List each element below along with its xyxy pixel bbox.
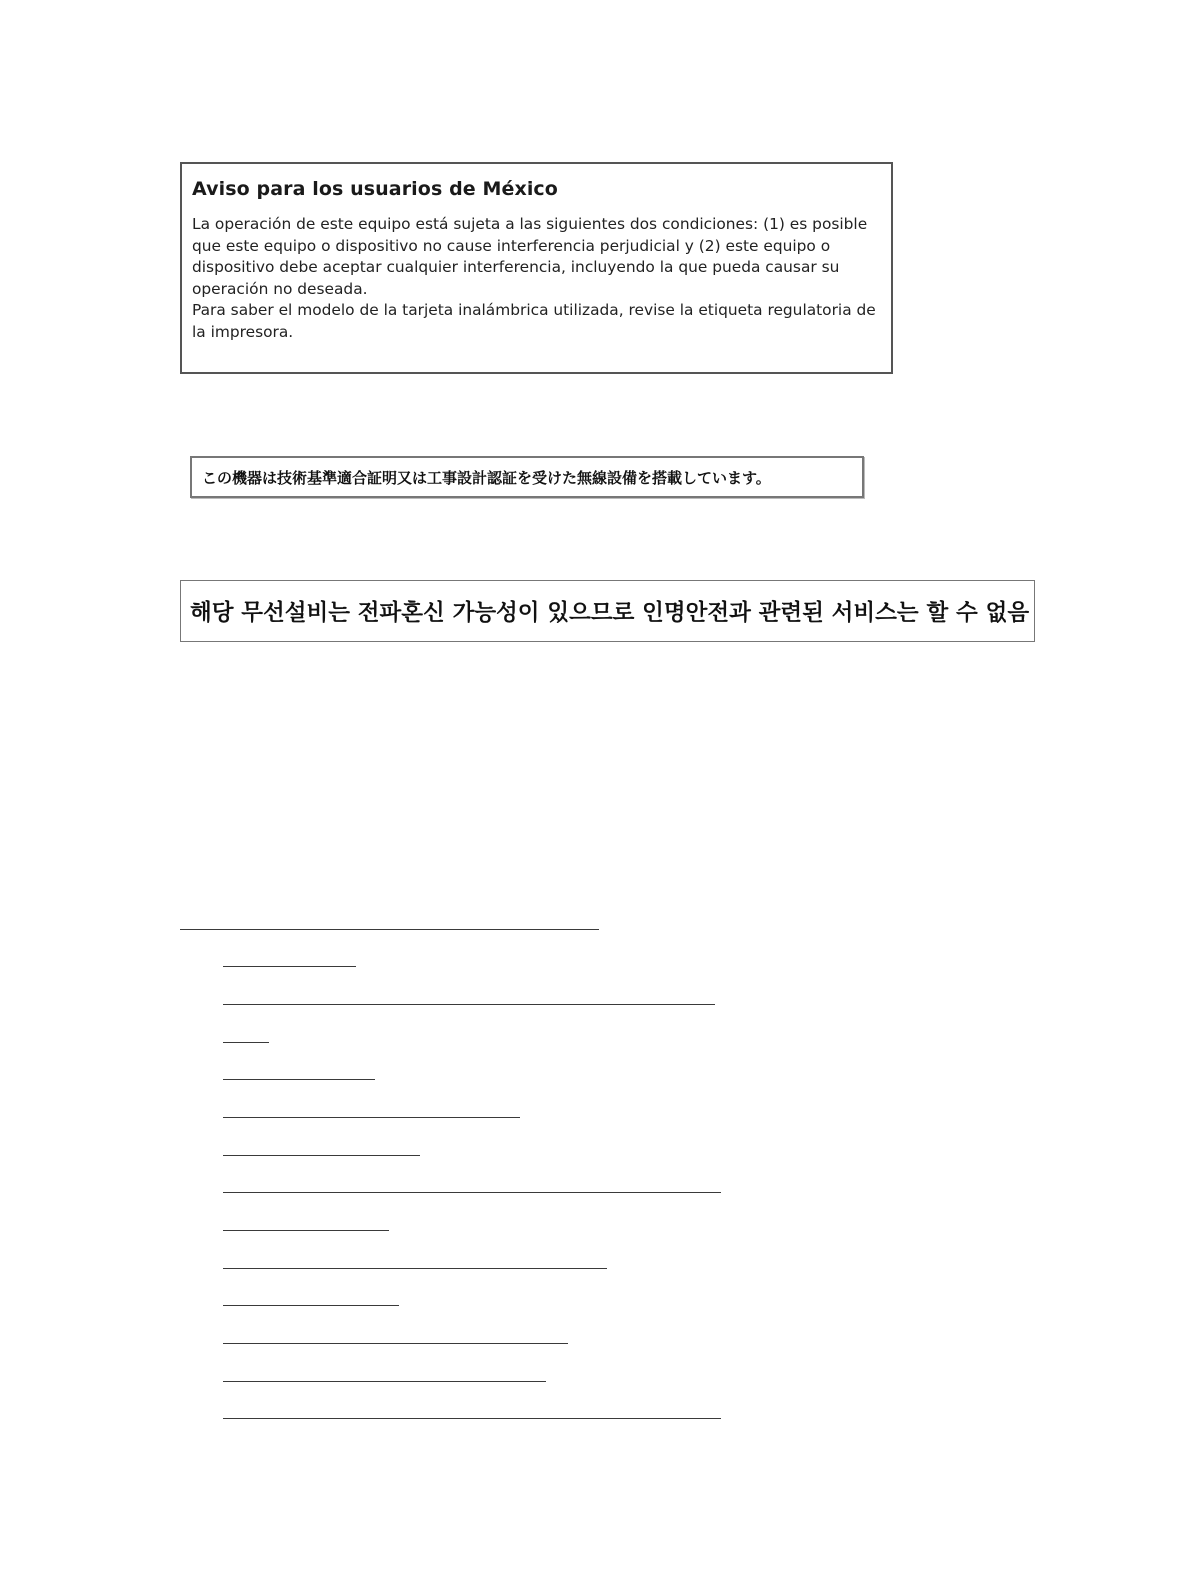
mexico-notice-line: dispositivo debe aceptar cualquier interferencia, incluyendo la que pueda causar su xyxy=(192,258,840,277)
toc-link-underline[interactable] xyxy=(223,1192,721,1193)
toc-link-underline[interactable] xyxy=(223,1155,420,1156)
mexico-notice-line: la impresora. xyxy=(192,322,294,341)
mexico-notice-title: Aviso para los usuarios de México xyxy=(192,178,558,200)
toc-link-underline[interactable] xyxy=(223,1004,715,1005)
mexico-notice-line: que este equipo o dispositivo no cause interferencia perjudicial y (2) este equipo o xyxy=(192,236,831,255)
toc-link-underline[interactable] xyxy=(223,1117,520,1118)
toc-link-underline[interactable] xyxy=(223,1079,375,1080)
mexico-notice-box xyxy=(180,162,893,374)
toc-link-underline[interactable] xyxy=(223,966,356,967)
toc-link-underline[interactable] xyxy=(223,1418,721,1419)
toc-link-underline[interactable] xyxy=(223,1305,399,1306)
mexico-notice-line: Para saber el modelo de la tarjeta inalámbrica utilizada, revise la etiqueta regulatoria de xyxy=(192,301,876,320)
japan-notice-box xyxy=(190,456,864,498)
japan-notice-text: この機器は技術基準適合証明又は工事設計認証を受けた無線設備を搭載しています。 xyxy=(202,468,771,487)
mexico-notice-line: La operación de este equipo está sujeta a las siguientes dos condiciones: (1) es posible xyxy=(192,215,868,233)
korea-notice-text: 해당 무선설비는 전파혼신 가능성이 있으므로 인명안전과 관련된 서비스는 할 수 없음 xyxy=(190,600,1030,626)
toc-heading-underline[interactable] xyxy=(180,929,599,930)
toc-link-underline[interactable] xyxy=(223,1230,389,1231)
toc-link-underline[interactable] xyxy=(223,1042,269,1043)
toc-link-underline[interactable] xyxy=(223,1381,546,1382)
mexico-notice-line: operación no deseada. xyxy=(192,279,368,298)
korea-notice-box xyxy=(180,580,1035,642)
toc-link-underline[interactable] xyxy=(223,1268,607,1269)
toc-link-underline[interactable] xyxy=(223,1343,568,1344)
